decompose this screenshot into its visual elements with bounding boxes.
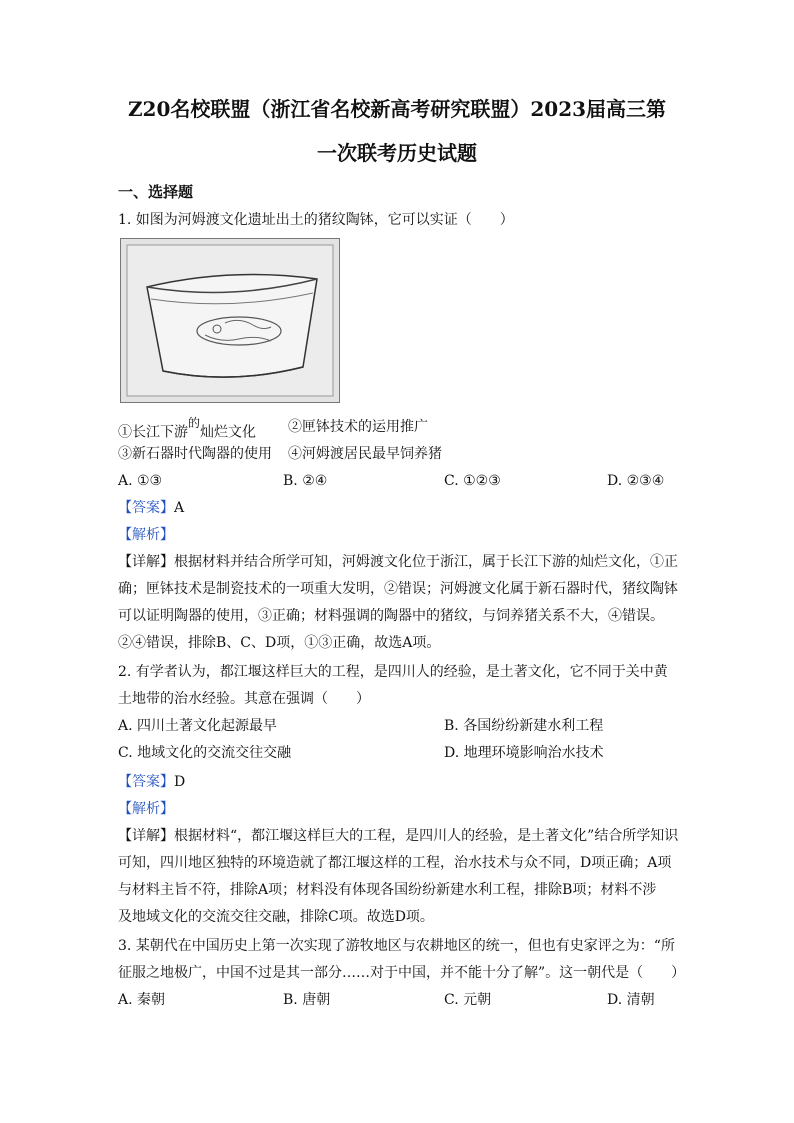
q1-detail-line-1	[118, 552, 678, 572]
q1-statement-3: ③新石器时代陶器的使用	[118, 446, 272, 462]
q1-option-c[interactable]: C. ①②③	[444, 473, 501, 489]
q2-detail-tag: 【详解】	[118, 828, 174, 844]
q2-option-c[interactable]: C. 地域文化的交流交往交融	[118, 745, 292, 761]
q1-answer-tag: 【答案】	[118, 500, 174, 516]
q3-option-c[interactable]: C. 元朝	[444, 992, 492, 1008]
q1-stem: 1. 如图为河姆渡文化遗址出土的猪纹陶钵，它可以实证（ ）	[118, 212, 514, 228]
q3-option-b[interactable]: B. 唐朝	[283, 992, 331, 1008]
q2-detail-line-1	[118, 826, 678, 846]
q1-answer-value: A	[174, 500, 185, 516]
q1-option-a[interactable]: A. ①③	[118, 473, 163, 489]
q2-stem-line-2: 土地带的治水经验。其意在强调（ ）	[118, 691, 370, 707]
q3-option-a[interactable]: A. 秦朝	[118, 992, 166, 1008]
q1-statement-4: ④河姆渡居民最早饲养猪	[288, 446, 442, 462]
q1-statement-1-part-b: 灿烂文化	[200, 424, 257, 441]
q1-analysis-label: 【解析】	[118, 527, 174, 543]
q1-statement-1	[118, 417, 256, 443]
q2-analysis-label: 【解析】	[118, 801, 174, 817]
q2-detail-text-1: 根据材料“，都江堰这样巨大的工程，是四川人的经验，是土著文化”结合所学知识	[174, 828, 679, 844]
q3-option-d[interactable]: D. 清朝	[607, 992, 655, 1008]
q2-detail-line-4: 及地域文化的交流交往交融，排除C项。故选D项。	[118, 909, 434, 925]
q1-statement-1-part-a: ①长江下游	[118, 424, 188, 441]
q1-option-b[interactable]: B. ②④	[283, 473, 328, 489]
q1-detail-line-4: ②④错误，排除B、C、D项，①③正确，故选A项。	[118, 635, 441, 651]
q3-stem-line-1: 3. 某朝代在中国历史上第一次实现了游牧地区与农耕地区的统一，但也有史家评之为：“所	[118, 938, 675, 954]
q2-detail-line-3: 与材料主旨不符，排除A项；材料没有体现各国纷纷新建水利工程，排除B项；材料不涉	[118, 882, 657, 898]
q2-answer-value: D	[174, 774, 186, 790]
q2-answer	[118, 772, 185, 792]
pottery-bowl-illustration	[121, 239, 339, 402]
q2-answer-tag: 【答案】	[118, 774, 174, 790]
q1-statement-2: ②匣钵技术的运用推广	[288, 419, 428, 435]
q1-answer	[118, 498, 184, 518]
q2-option-d[interactable]: D. 地理环境影响治水技术	[444, 745, 604, 761]
q1-detail-line-3: 可以证明陶器的使用，③正确；材料强调的陶器中的猪纹，与饲养猪关系不大，④错误。	[118, 608, 664, 624]
q1-detail-text-1: 根据材料并结合所学可知，河姆渡文化位于浙江，属于长江下游的灿烂文化，①正	[174, 554, 678, 570]
document-title-line-2: 一次联考历史试题	[317, 141, 477, 165]
q1-statement-1-sup: 的	[188, 416, 201, 430]
q1-detail-tag: 【详解】	[118, 554, 174, 570]
section-heading: 一、选择题	[118, 183, 194, 201]
q1-analysis-tag	[118, 525, 174, 545]
q1-detail-line-2: 确；匣钵技术是制瓷技术的一项重大发明，②错误；河姆渡文化属于新石器时代，猪纹陶钵	[118, 581, 678, 597]
pottery-bowl-image	[120, 238, 340, 403]
q2-option-a[interactable]: A. 四川土著文化起源最早	[118, 718, 278, 734]
q1-option-d[interactable]: D. ②③④	[607, 473, 665, 489]
q3-stem-line-2: 征服之地极广，中国不过是其一部分……对于中国，并不能十分了解”。这一朝代是（ ）	[118, 965, 686, 981]
q2-analysis-tag	[118, 799, 174, 819]
q2-stem-line-1: 2. 有学者认为，都江堰这样巨大的工程，是四川人的经验，是土著文化，它不同于关中黄	[118, 664, 668, 680]
document-title-line-1: Z20名校联盟（浙江省名校新高考研究联盟）2023届高三第	[127, 97, 667, 121]
q2-detail-line-2: 可知，四川地区独特的环境造就了都江堰这样的工程，治水技术与众不同，D项正确；A项	[118, 855, 672, 871]
q2-option-b[interactable]: B. 各国纷纷新建水利工程	[444, 718, 604, 734]
